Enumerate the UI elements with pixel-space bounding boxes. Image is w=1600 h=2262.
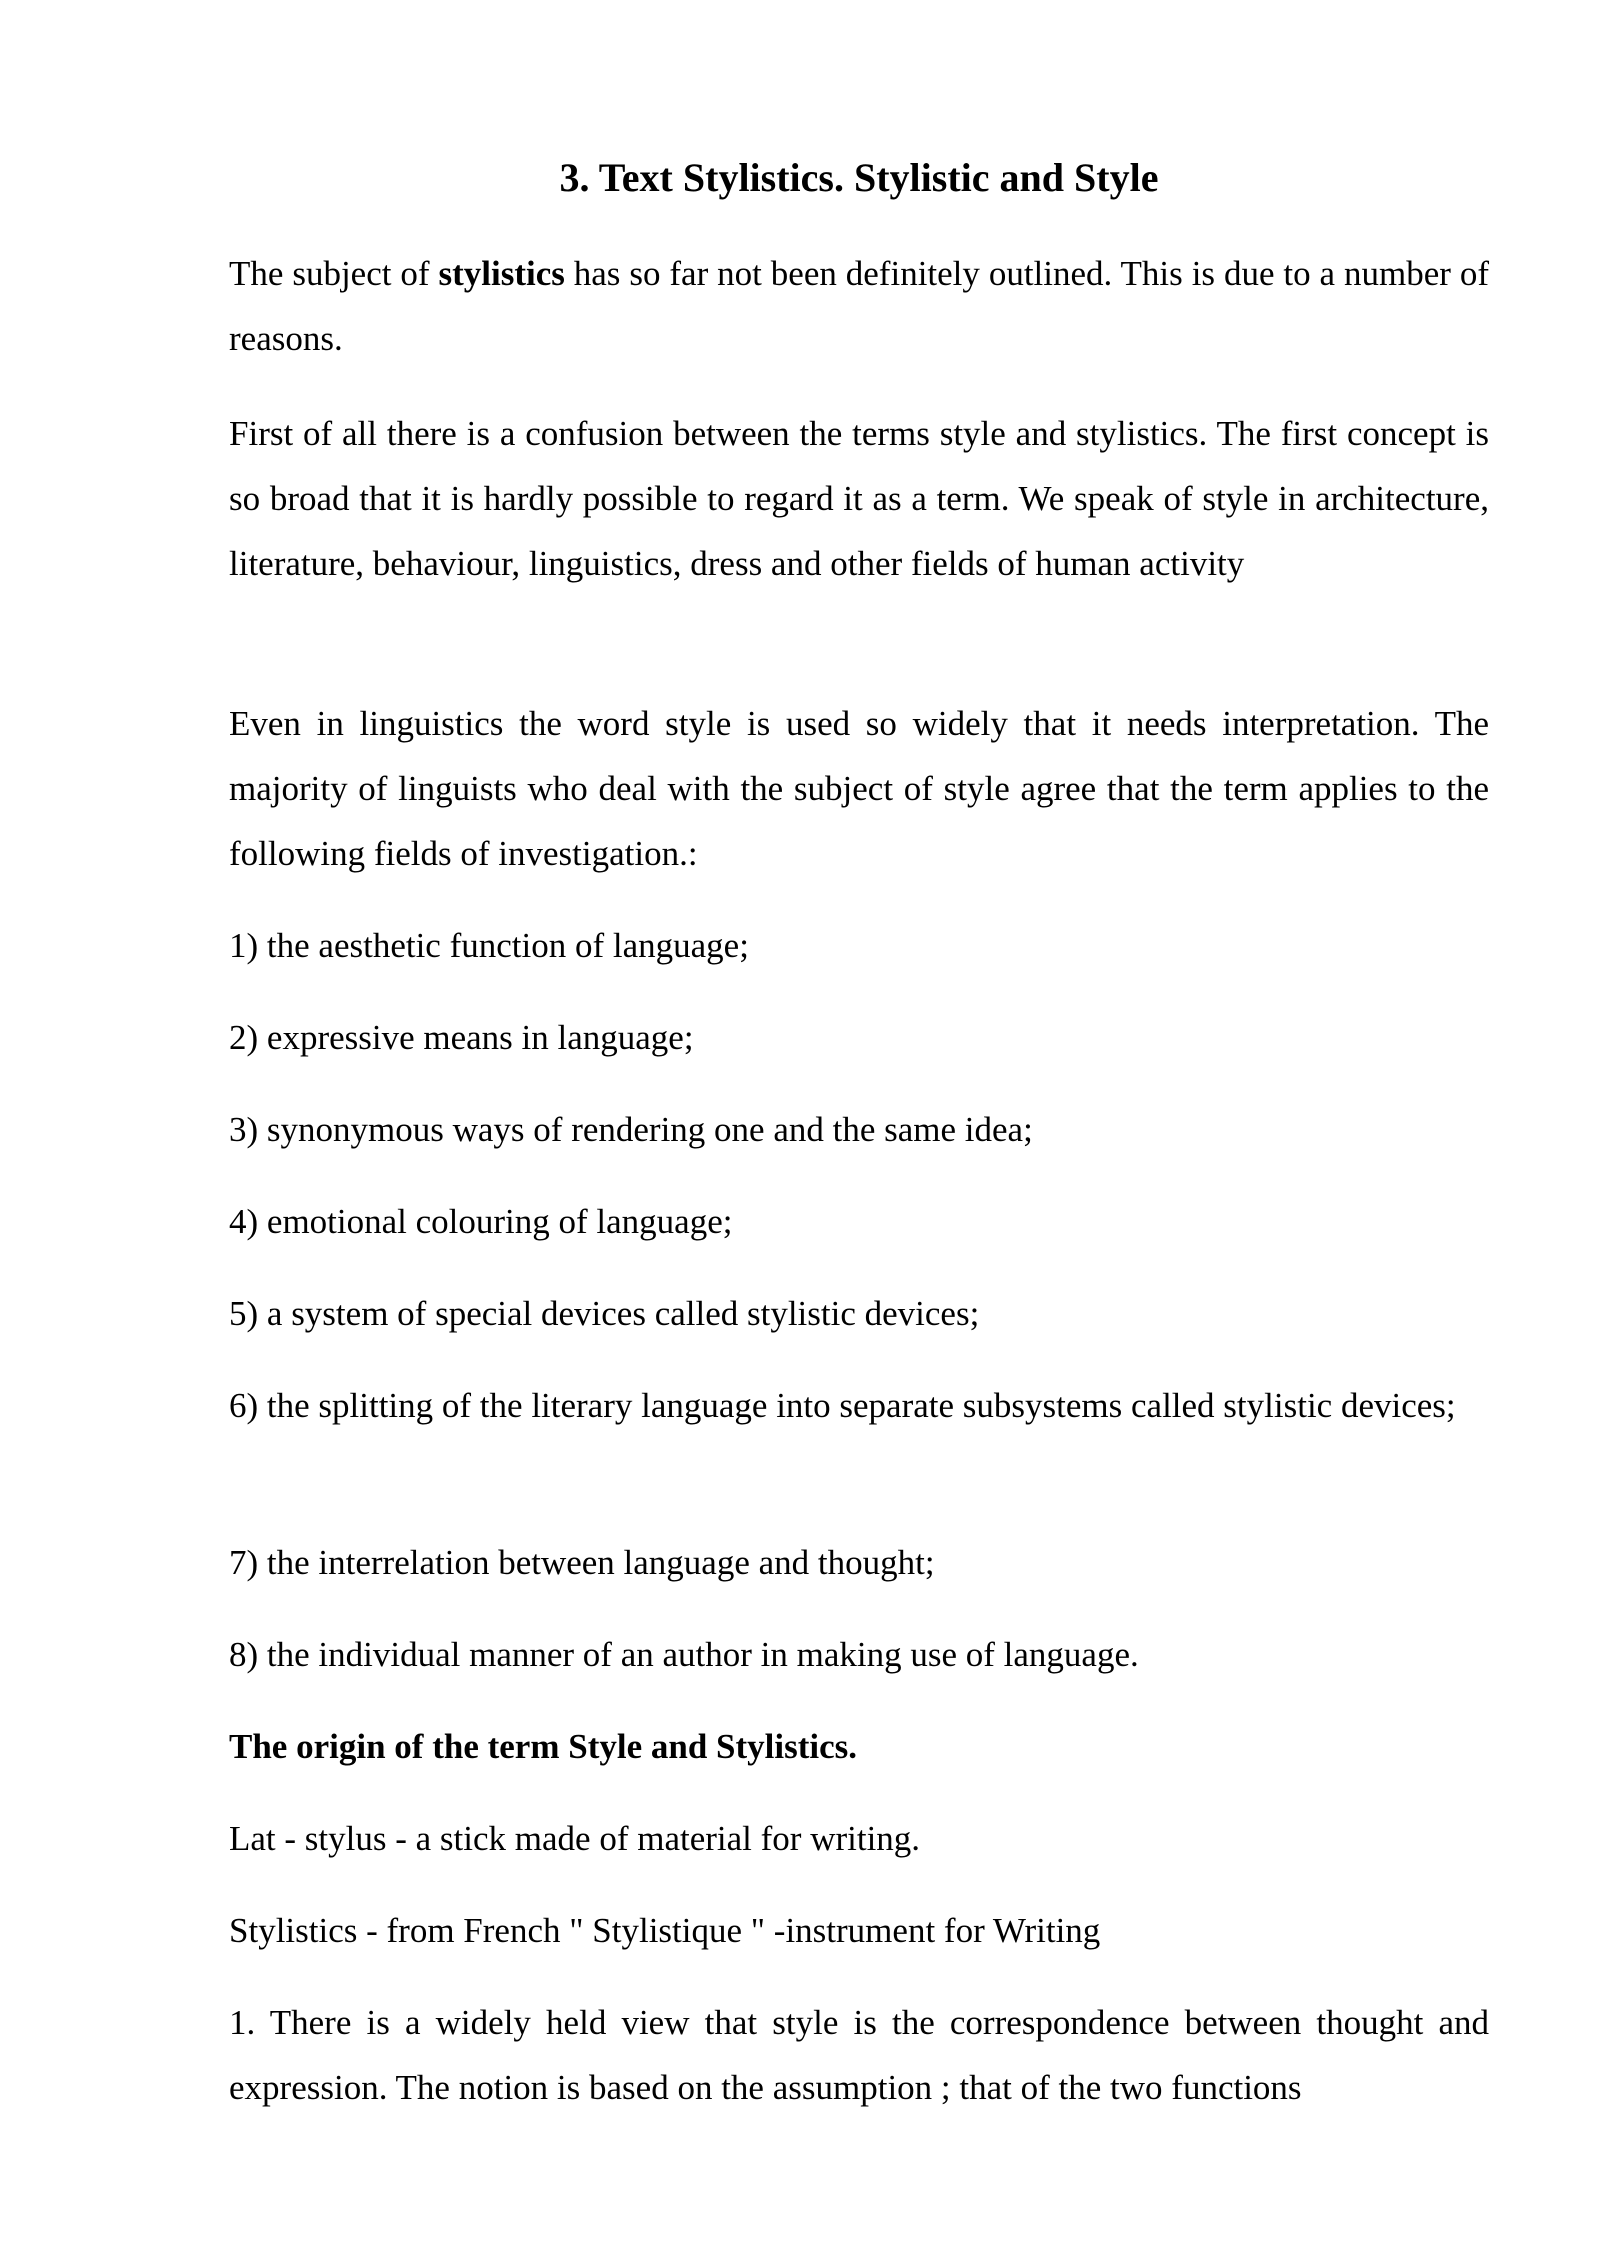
list-item: 8) the individual manner of an author in making use of language. (229, 1635, 1139, 1674)
list-item: 6) the splitting of the literary language into separate subsystems called stylistic devices; (229, 1386, 1456, 1425)
origin-french-line: Stylistics - from French " Stylistique " -instrument for Writing (229, 1911, 1101, 1950)
paragraph-terms-confusion: First of all there is a confusion between the terms style and stylistics. The first concept is so broad that it is hardly possible to regard it as a term. We speak of style in architecture, literature, behaviour, linguistics, dress and other fields of human activity (229, 414, 1489, 583)
page-title: 3. Text Stylistics. Stylistic and Style (559, 155, 1159, 200)
intro-text-after: has so far not been definitely outlined. This is due to a number of reasons. (229, 254, 1489, 358)
intro-bold-term: stylistics (438, 254, 565, 293)
origin-heading: The origin of the term Style and Stylistics. (229, 1727, 858, 1766)
list-item: 1) the aesthetic function of language; (229, 926, 749, 965)
list-item: 2) expressive means in language; (229, 1018, 694, 1057)
list-item: 7) the interrelation between language and thought; (229, 1543, 935, 1582)
intro-paragraph (229, 241, 1489, 371)
intro-text-before: The subject of (229, 254, 439, 293)
list-item: 3) synonymous ways of rendering one and the same idea; (229, 1110, 1033, 1149)
paragraph-linguistics-usage: Even in linguistics the word style is used so widely that it needs interpretation. The majority of linguists who deal with the subject of style agree that the term applies to the following fields of investigation.: (229, 704, 1489, 873)
paragraph-style-correspondence: 1. There is a widely held view that style is the correspondence between thought and expression. The notion is based on the assumption ; that of the two functions (229, 2003, 1489, 2107)
origin-latin-line: Lat - stylus - a stick made of material for writing. (229, 1819, 921, 1858)
list-item: 4) emotional colouring of language; (229, 1202, 733, 1241)
list-item: 5) a system of special devices called stylistic devices; (229, 1294, 980, 1333)
